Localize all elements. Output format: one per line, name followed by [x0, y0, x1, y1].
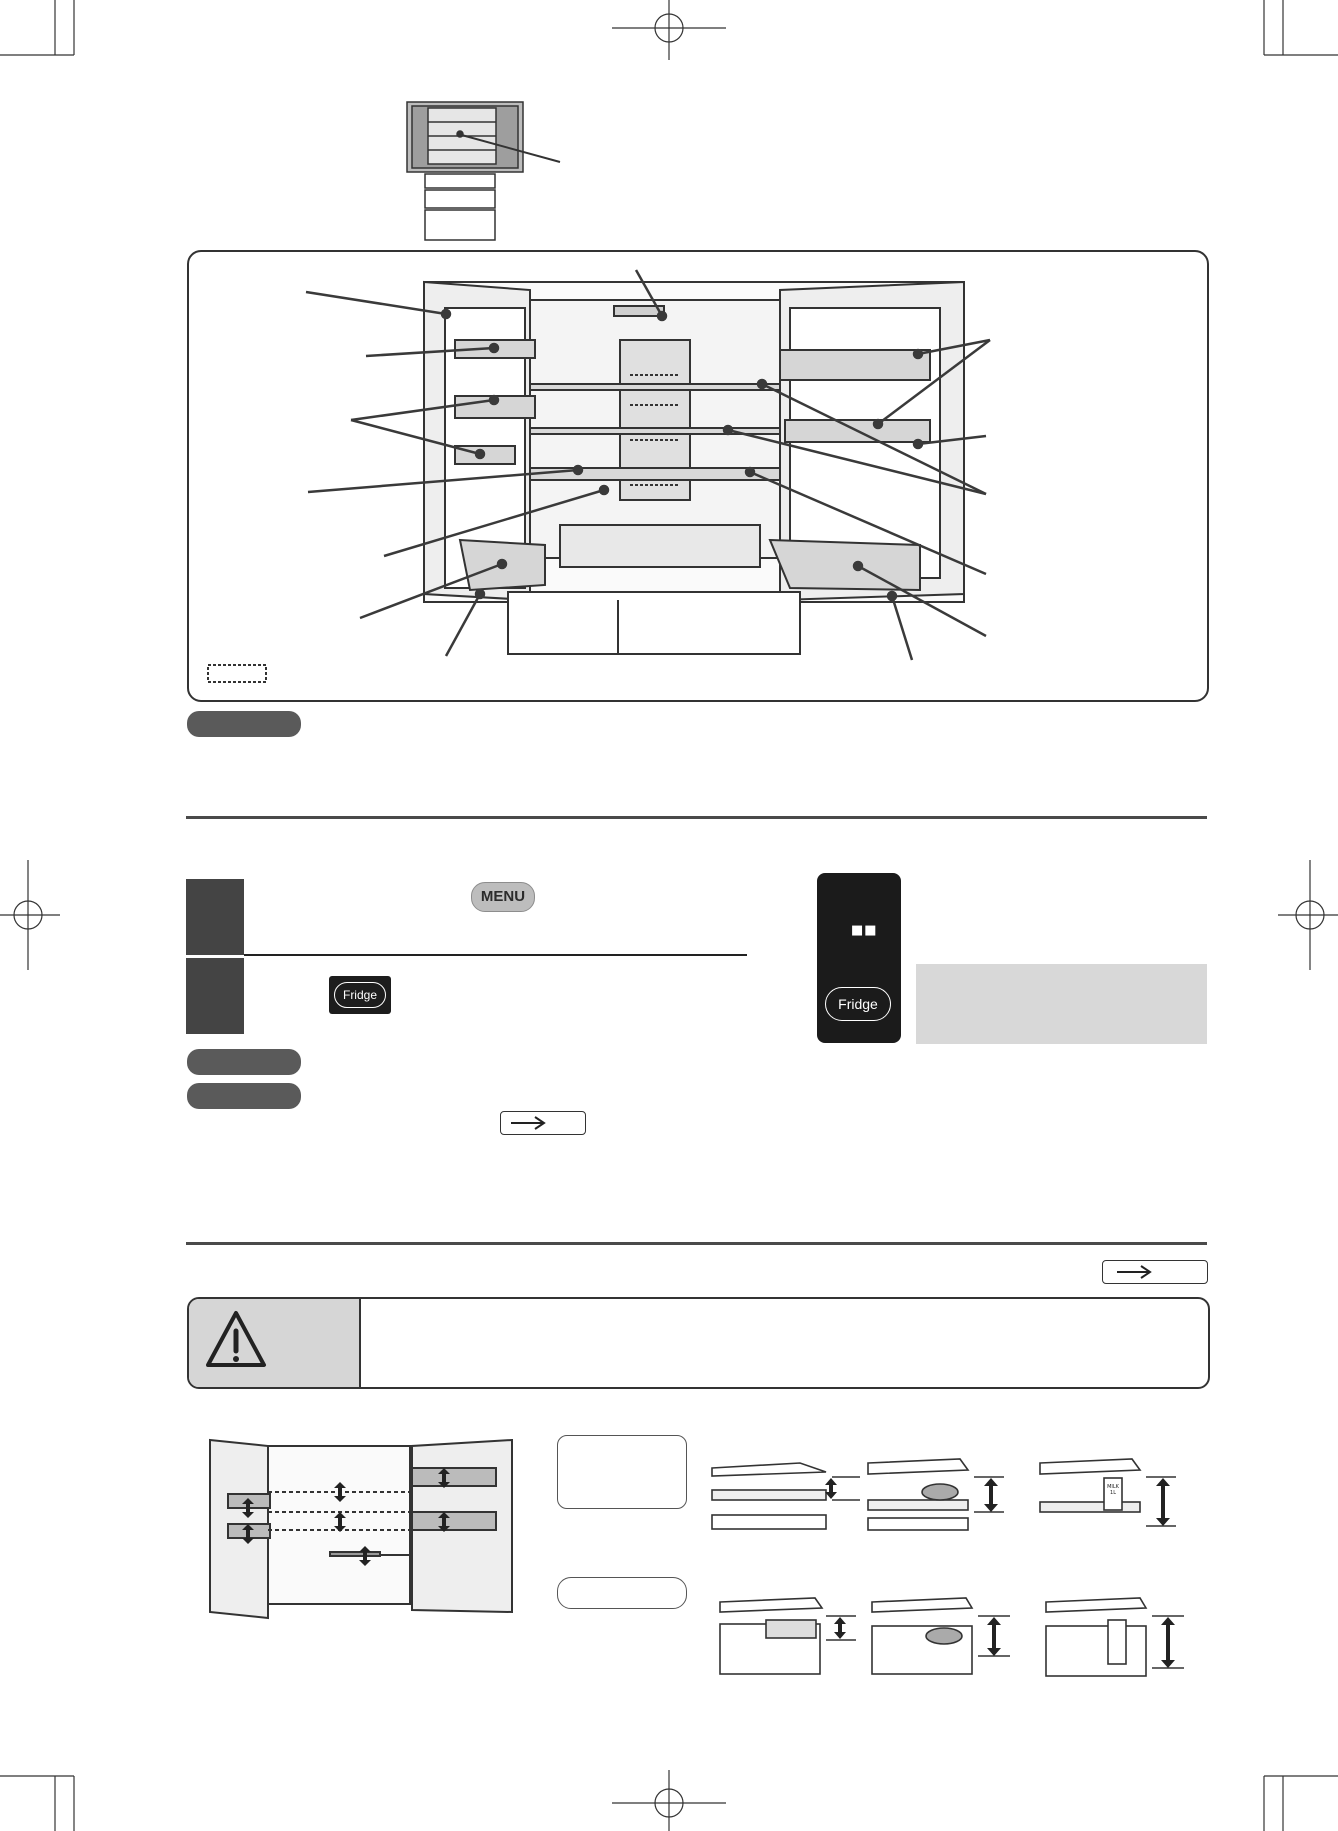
menu-button[interactable]: MENU [471, 882, 535, 912]
milk-carton-label: MILK 1L [1107, 1484, 1119, 1496]
panel-fridge-button[interactable]: Fridge [825, 987, 891, 1021]
fridge-button-label: Fridge [334, 982, 386, 1008]
display-indicator: ■■ [851, 923, 878, 938]
